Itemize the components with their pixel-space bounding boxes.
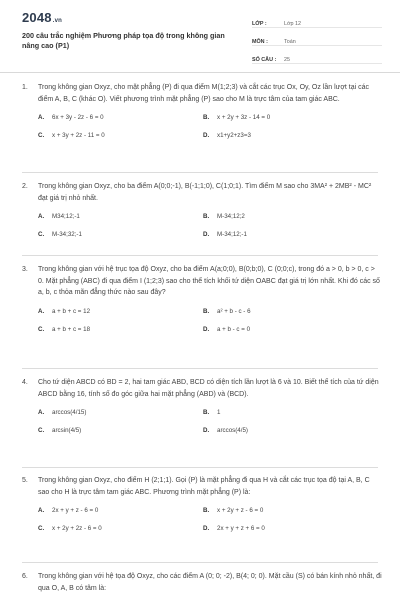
option-text: M34;12;-1 bbox=[52, 213, 80, 220]
meta-value: 25 bbox=[284, 57, 290, 63]
question-number: 2. bbox=[22, 183, 28, 190]
option-label: B. bbox=[203, 507, 210, 514]
document-meta bbox=[252, 10, 382, 64]
option-c[interactable] bbox=[38, 325, 203, 334]
option-label: D. bbox=[203, 132, 210, 139]
question-number: 3. bbox=[22, 266, 28, 273]
option-a[interactable] bbox=[38, 113, 203, 122]
option-label: C. bbox=[38, 325, 45, 333]
option-c[interactable] bbox=[38, 230, 203, 239]
question-text: Trong không gian với hệ trục tọa độ Oxyz, cho ba điểm A(a;0;0), B(0;b;0), C (0;0;c), trong đó a > 0, b > 0, c > 0. Mặt phẳng (ABC) đi qua điểm I (1;2;3) sao cho thể tích khối tứ diện OABC đạt giá trị lớn nhất. Khi đó các số a, b, c thỏa mãn đẳng thức nào sau đây? bbox=[38, 266, 380, 296]
option-label: A. bbox=[38, 409, 45, 416]
option-label: C. bbox=[38, 231, 45, 238]
option-text: x + 3y + 2z - 11 = 0 bbox=[52, 132, 105, 139]
option-text: x + 2y + 2z - 6 = 0 bbox=[52, 525, 102, 532]
meta-key: LỚP : bbox=[252, 21, 267, 27]
options bbox=[38, 113, 382, 140]
meta-row-count bbox=[252, 46, 382, 64]
option-text: 6x + 3y - 2z - 6 = 0 bbox=[52, 114, 104, 121]
option-text: arccos(4/15) bbox=[52, 409, 87, 416]
question-5 bbox=[22, 475, 382, 533]
meta-key: SỐ CÂU : bbox=[252, 57, 277, 63]
option-text: a + b - c = 0 bbox=[217, 325, 251, 333]
divider bbox=[22, 368, 378, 369]
option-label: D. bbox=[203, 325, 210, 333]
question-number: 5. bbox=[22, 477, 28, 484]
option-b[interactable] bbox=[203, 113, 368, 122]
option-label: C. bbox=[38, 525, 45, 532]
question-text: Trong không gian Oxyz, cho ba điểm A(0;0;-1), B(-1;1;0), C(1;0;1). Tìm điểm M sao cho 3MA² + 2MB² - MC² đạt giá trị nhỏ nhất. bbox=[38, 183, 372, 202]
options bbox=[38, 212, 382, 239]
question-4 bbox=[22, 377, 382, 435]
option-c[interactable] bbox=[38, 426, 203, 435]
option-text: arccos(4/5) bbox=[217, 427, 248, 434]
option-c[interactable] bbox=[38, 131, 203, 140]
option-text: M-34;12;-1 bbox=[217, 231, 247, 238]
option-label: D. bbox=[203, 525, 210, 532]
meta-row-class bbox=[252, 10, 382, 28]
option-label: A. bbox=[38, 507, 45, 514]
option-label: C. bbox=[38, 132, 45, 139]
question-3 bbox=[22, 264, 382, 334]
option-label: B. bbox=[203, 213, 210, 220]
option-text: x + 2y + z - 6 = 0 bbox=[217, 507, 264, 514]
option-label: D. bbox=[203, 427, 210, 434]
question-text: Trong không gian Oxyz, cho điểm H (2;1;1). Gọi (P) là mặt phẳng đi qua H và cắt các trục tọa độ tại A, B, C sao cho H là trực tâm tam giác ABC. Phương trình mặt phẳng (P) là: bbox=[38, 477, 370, 496]
option-text: M-34;12;2 bbox=[217, 213, 245, 220]
document-title: 200 câu trắc nghiệm Phương pháp tọa độ trong không gian nâng cao (P1) bbox=[22, 31, 225, 50]
option-label: B. bbox=[203, 114, 210, 121]
option-text: M-34;32;-1 bbox=[52, 231, 82, 238]
options bbox=[38, 506, 382, 533]
option-d[interactable] bbox=[203, 524, 368, 533]
question-1 bbox=[22, 82, 382, 140]
question-number: 1. bbox=[22, 84, 28, 91]
option-d[interactable] bbox=[203, 325, 368, 334]
meta-key: MÔN : bbox=[252, 39, 268, 45]
option-b[interactable] bbox=[203, 408, 368, 417]
option-a[interactable] bbox=[38, 408, 203, 417]
question-text: Cho tứ diện ABCD có BD = 2, hai tam giác ABD, BCD có diện tích lần lượt là 6 và 10. Biết thể tích của tứ diện ABCD bằng 16, tính số đo góc giữa hai mặt phẳng (ABD) và (BCD). bbox=[38, 379, 379, 398]
question-2 bbox=[22, 181, 382, 239]
option-d[interactable] bbox=[203, 230, 368, 239]
option-d[interactable] bbox=[203, 426, 368, 435]
divider bbox=[22, 562, 378, 563]
option-text: a² + b - c - 6 bbox=[217, 307, 251, 315]
option-c[interactable] bbox=[38, 524, 203, 533]
question-text: Trong không gian Oxyz, cho mặt phẳng (P) đi qua điểm M(1;2;3) và cắt các trục Ox, Oy, Oz lần lượt tại các điểm A, B, C (khác O). Viết phương trình mặt phẳng (P) sao cho M là trực tâm của tam giác ABC. bbox=[38, 84, 370, 103]
options bbox=[38, 307, 382, 334]
option-text: arcsin(4/5) bbox=[52, 427, 82, 434]
divider bbox=[22, 255, 378, 256]
option-text: a + b + c = 18 bbox=[52, 325, 91, 333]
option-text: 1 bbox=[217, 409, 221, 416]
option-label: D. bbox=[203, 231, 210, 238]
option-label: B. bbox=[203, 409, 210, 416]
question-6 bbox=[22, 571, 382, 594]
option-a[interactable] bbox=[38, 506, 203, 515]
meta-value: Toán bbox=[284, 39, 296, 45]
option-label: A. bbox=[38, 307, 45, 315]
logo-text: 2048 bbox=[22, 10, 52, 25]
question-text: Trong không gian với hệ tọa độ Oxyz, cho các điểm A (0; 0; -2), B(4; 0; 0). Mặt cầu (S) có bán kính nhỏ nhất, đi qua O, A, B có tâm là: bbox=[38, 573, 382, 592]
site-logo[interactable] bbox=[22, 10, 62, 25]
option-text: 2x + y + z + 6 = 0 bbox=[217, 525, 265, 532]
option-label: C. bbox=[38, 427, 45, 434]
option-label: B. bbox=[203, 307, 210, 315]
option-b[interactable] bbox=[203, 212, 368, 221]
logo-suffix: .vn bbox=[52, 18, 63, 24]
option-a[interactable] bbox=[38, 307, 203, 316]
meta-value: Lớp 12 bbox=[284, 21, 302, 27]
option-text: x1+y2+z3=3 bbox=[217, 132, 251, 139]
options bbox=[38, 408, 382, 435]
document-header bbox=[0, 0, 400, 73]
option-label: A. bbox=[38, 114, 45, 121]
option-b[interactable] bbox=[203, 506, 368, 515]
option-text: 2x + y + z - 6 = 0 bbox=[52, 507, 99, 514]
option-text: a + b + c = 12 bbox=[52, 307, 91, 315]
option-a[interactable] bbox=[38, 212, 203, 221]
question-number: 4. bbox=[22, 379, 28, 386]
option-text: x + 2y + 3z - 14 = 0 bbox=[217, 114, 271, 121]
divider bbox=[22, 172, 378, 173]
question-number: 6. bbox=[22, 573, 28, 580]
option-b[interactable] bbox=[203, 307, 368, 316]
divider bbox=[22, 467, 378, 468]
option-label: A. bbox=[38, 213, 45, 220]
meta-row-subject bbox=[252, 28, 382, 46]
option-d[interactable] bbox=[203, 131, 368, 140]
